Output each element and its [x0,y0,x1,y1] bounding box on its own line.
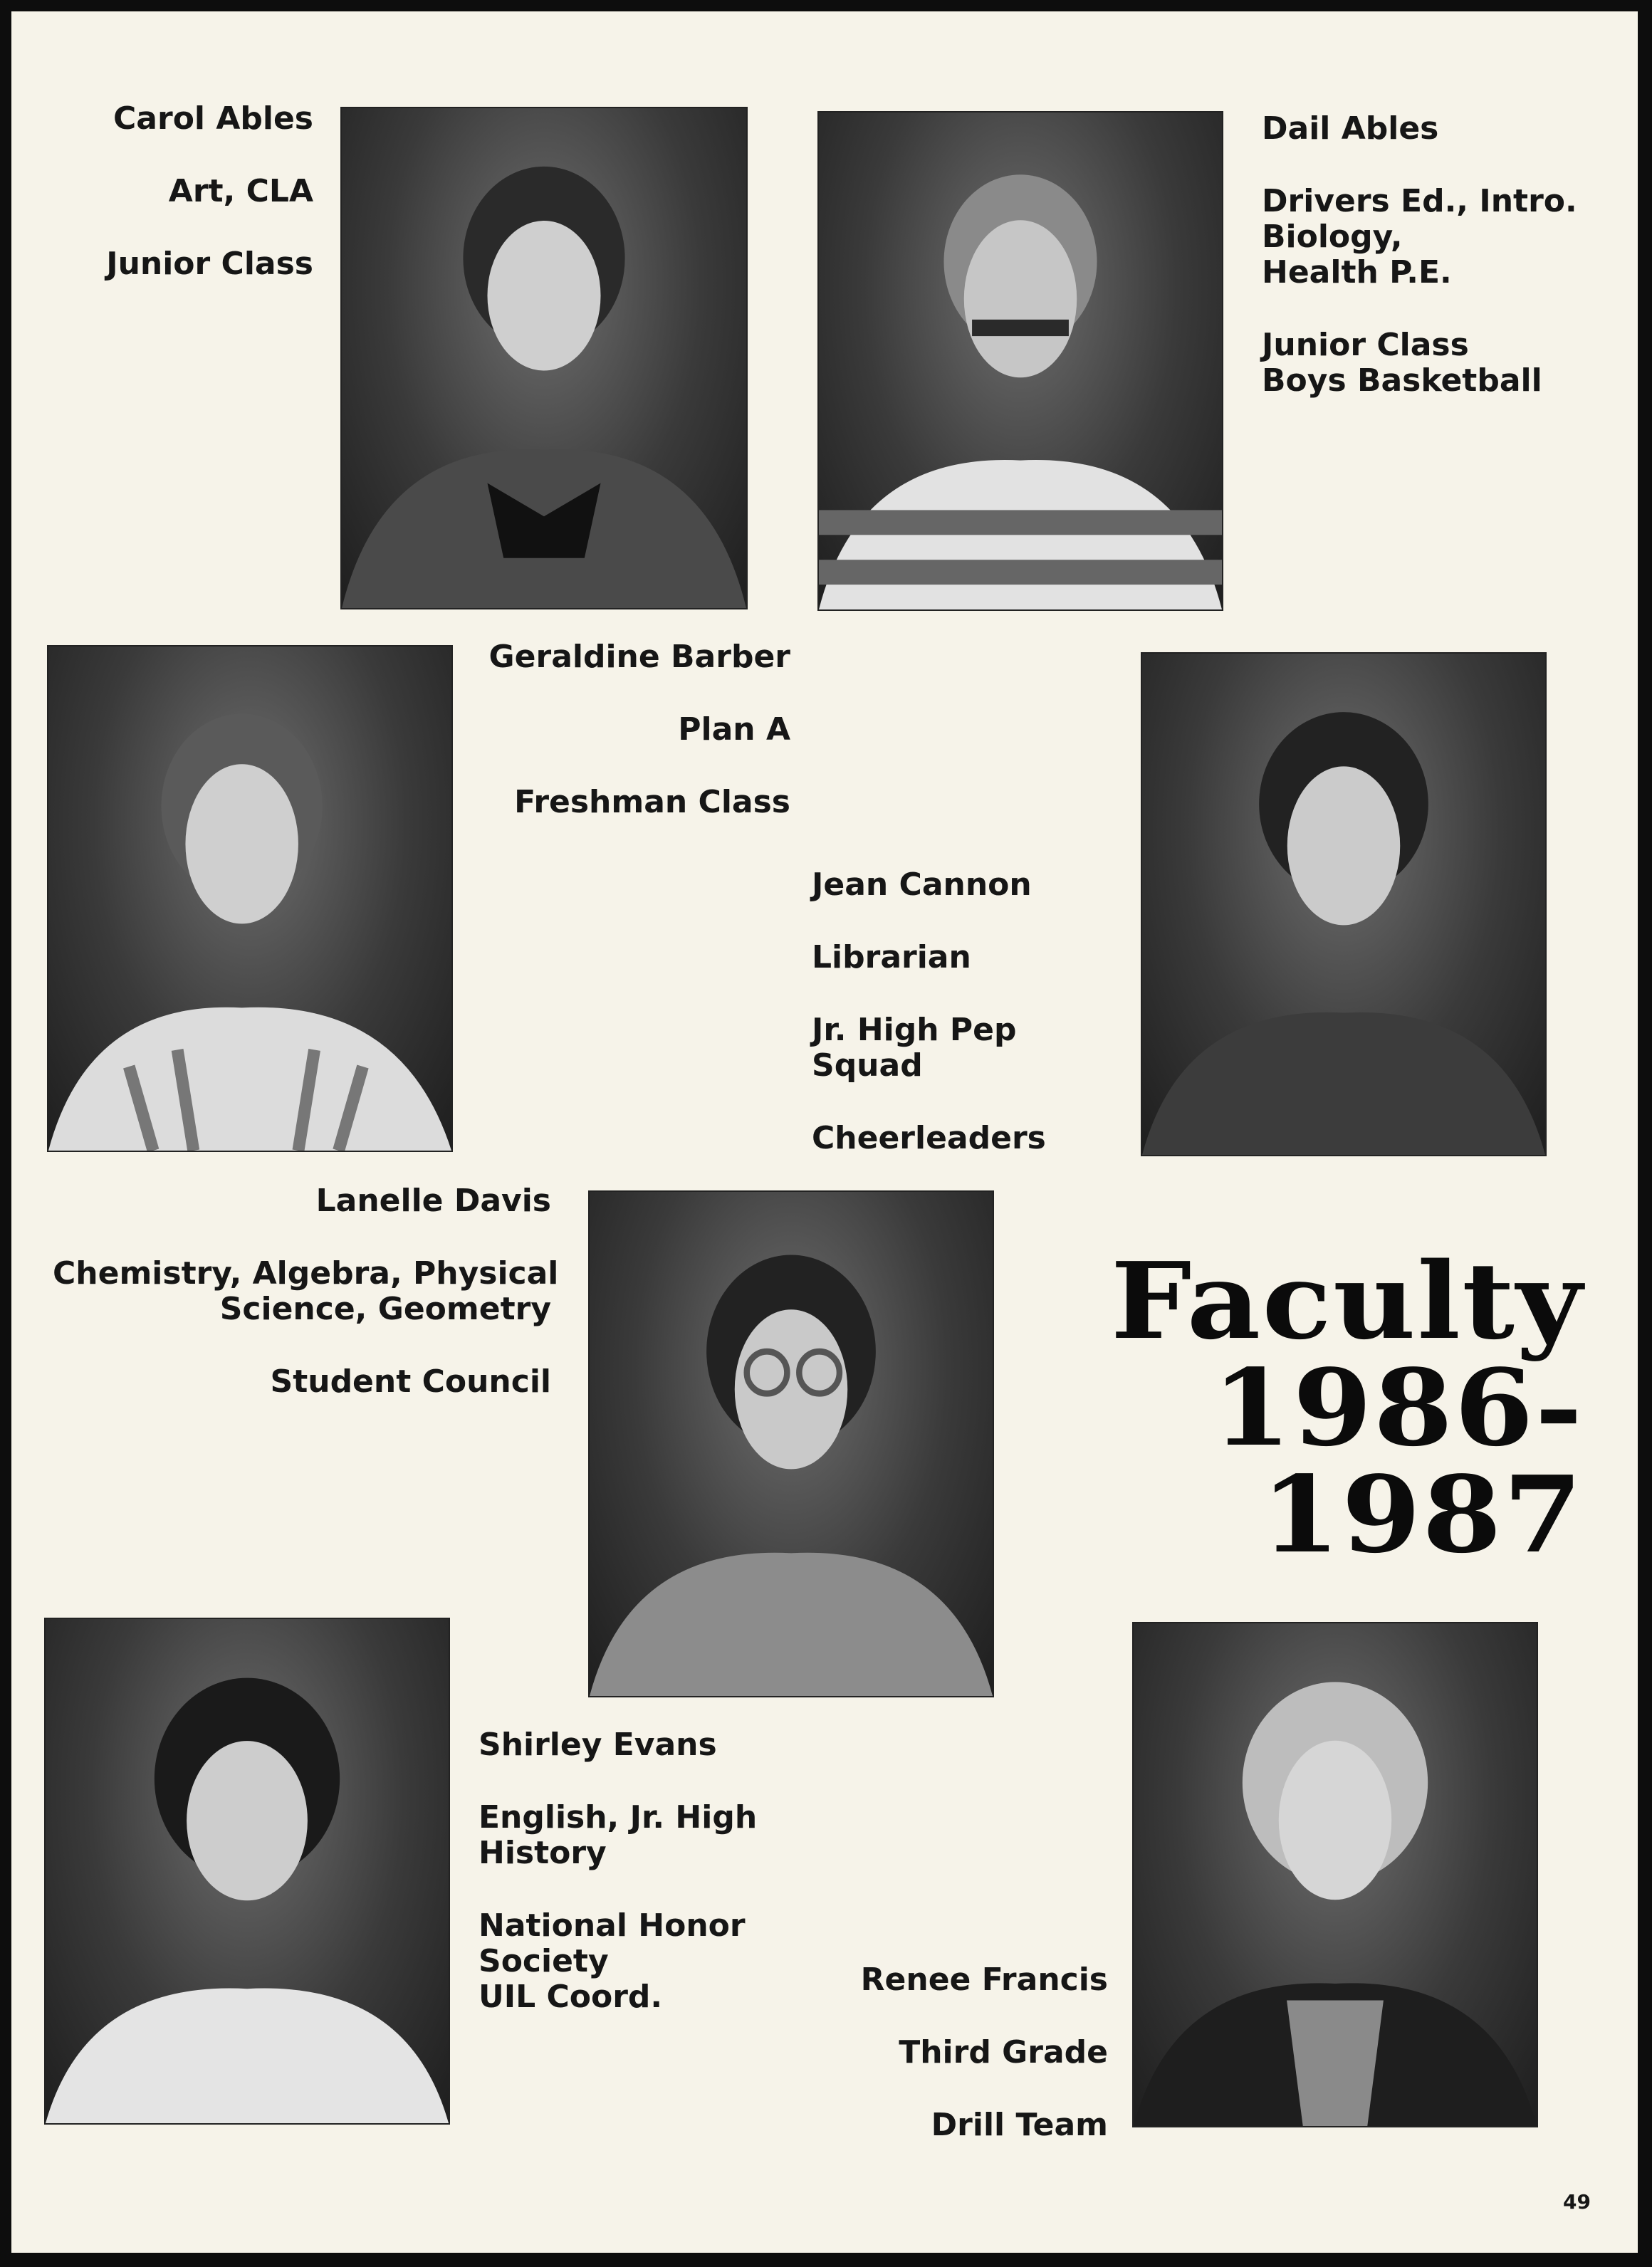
faculty-activity-line: Junior Class [1262,327,1469,363]
faculty-subject-line: Science, Geometry [219,1291,551,1327]
faculty-activity-line: Junior Class [106,246,313,282]
faculty-subject-line: Librarian [812,939,971,975]
faculty-subject-line: Drivers Ed., Intro. [1262,183,1577,219]
faculty-name: Carol Ables [113,100,313,137]
entry-dail-ables [1262,111,1618,399]
paper [11,11,1638,2253]
faculty-subject-line: English, Jr. High [479,1799,758,1836]
portrait-geraldine-barber [47,645,453,1152]
page-title-line: 1986- [1211,1346,1584,1470]
faculty-activity-line: UIL Coord. [479,1979,663,2015]
faculty-subject-line: Art, CLA [168,173,313,209]
faculty-subject-line: Plan A [678,711,790,748]
entry-renee-francis [780,1962,1108,2143]
entry-carol-ables [14,101,313,282]
entry-lanelle-davis [53,1183,559,1400]
faculty-name: Renee Francis [860,1962,1108,1998]
faculty-activity-line: National Honor [479,1907,746,1944]
faculty-subject-line: Chemistry, Algebra, Physical [53,1255,559,1292]
page-number: 49 [1563,2190,1591,2214]
page-title [1110,1239,1584,1576]
faculty-activity-line: Jr. High Pep [812,1012,1017,1048]
page-title-line: Faculty [1110,1239,1584,1363]
faculty-activity-line: Boys Basketball [1262,362,1542,399]
faculty-name: Jean Cannon [812,867,1032,903]
portrait-carol-ables [340,107,748,609]
entry-shirley-evans [479,1727,806,2015]
faculty-activity-line: Society [479,1943,609,1979]
faculty-subject-line: Health P.E. [1262,254,1452,290]
faculty-name: Shirley Evans [479,1727,717,1763]
faculty-activity-line: Squad [812,1047,923,1084]
faculty-activity-line: Cheerleaders [812,1120,1046,1156]
faculty-subject-line: Biology, [1262,219,1403,255]
portrait-dail-ables [817,111,1223,611]
faculty-activity-line: Student Council [270,1363,551,1400]
portrait-renee-francis [1132,1622,1538,2127]
portrait-shirley-evans [44,1618,450,2125]
faculty-activity-line: Drill Team [931,2107,1108,2143]
faculty-subject-line: History [479,1835,607,1871]
faculty-subject-line: Third Grade [899,2034,1108,2070]
entry-jean-cannon [812,867,1125,1156]
portrait-jean-cannon [1141,652,1547,1156]
faculty-name: Lanelle Davis [315,1183,551,1219]
entry-geraldine-barber [420,639,790,820]
faculty-name: Geraldine Barber [488,639,790,675]
portrait-lanelle-davis [588,1190,994,1697]
faculty-activity-line: Freshman Class [514,784,790,820]
faculty-name: Dail Ables [1262,110,1439,147]
page-title-line: 1987 [1260,1452,1584,1576]
